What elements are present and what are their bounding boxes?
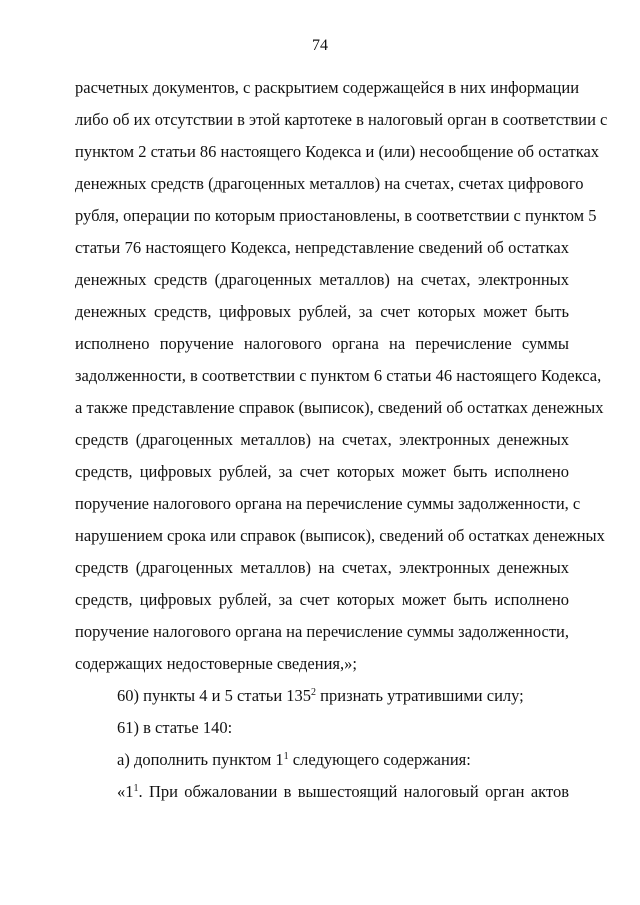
paragraph-line: средств (драгоценных металлов) на счетах, электронных денежных [75,430,569,449]
paragraph-line: содержащих недостоверные сведения,»; [75,654,357,673]
paragraph-line: а также представление справок (выписок), сведений об остатках денежных [75,398,604,417]
body-text [75,72,608,808]
paragraph-line: средств, цифровых рублей, за счет которых может быть исполнено [75,590,569,609]
paragraph-line: пунктом 2 статьи 86 настоящего Кодекса и (или) несообщение об остатках [75,142,600,161]
paragraph-line: денежных средств, цифровых рублей, за счет которых может быть [75,302,569,321]
paragraph-line: рубля, операции по которым приостановлены, в соответствии с пунктом 5 [75,206,597,225]
page-number: 74 [312,37,328,54]
paragraph-line: исполнено поручение налогового органа на перечисление суммы [75,334,569,353]
paragraph-line: средств (драгоценных металлов) на счетах, электронных денежных [75,558,569,577]
paragraph-line: статьи 76 настоящего Кодекса, непредставление сведений об остатках [75,238,569,257]
paragraph-line: нарушением срока или справок (выписок), сведений об остатках денежных [75,526,605,545]
paragraph-line: денежных средств (драгоценных металлов) на счетах, электронных [75,270,569,289]
paragraph-line: денежных средств (драгоценных металлов) на счетах, счетах цифрового [75,174,584,193]
paragraph-line: либо об их отсутствии в этой картотеке в налоговый орган в соответствии с [75,110,608,129]
paragraph-line: расчетных документов, с раскрытием содержащейся в них информации [75,78,580,97]
paragraph-line: поручение налогового органа на перечисление суммы задолженности, с [75,494,581,513]
quote-line: «$1^1$. При обжаловании в вышестоящий налоговый орган актов [117,782,569,801]
item-60: 60) пункты 4 и 5 статьи $135^2$ признать утратившими силу; [117,686,524,705]
item-a: а) дополнить пунктом $1^1$ следующего содержания: [117,750,471,769]
paragraph-line: средств, цифровых рублей, за счет которых может быть исполнено [75,462,569,481]
paragraph-line: задолженности, в соответствии с пунктом 6 статьи 46 настоящего Кодекса, [75,366,602,385]
paragraph-line: поручение налогового органа на перечисление суммы задолженности, [75,622,569,641]
item-61: 61) в статье 140: [117,718,233,737]
